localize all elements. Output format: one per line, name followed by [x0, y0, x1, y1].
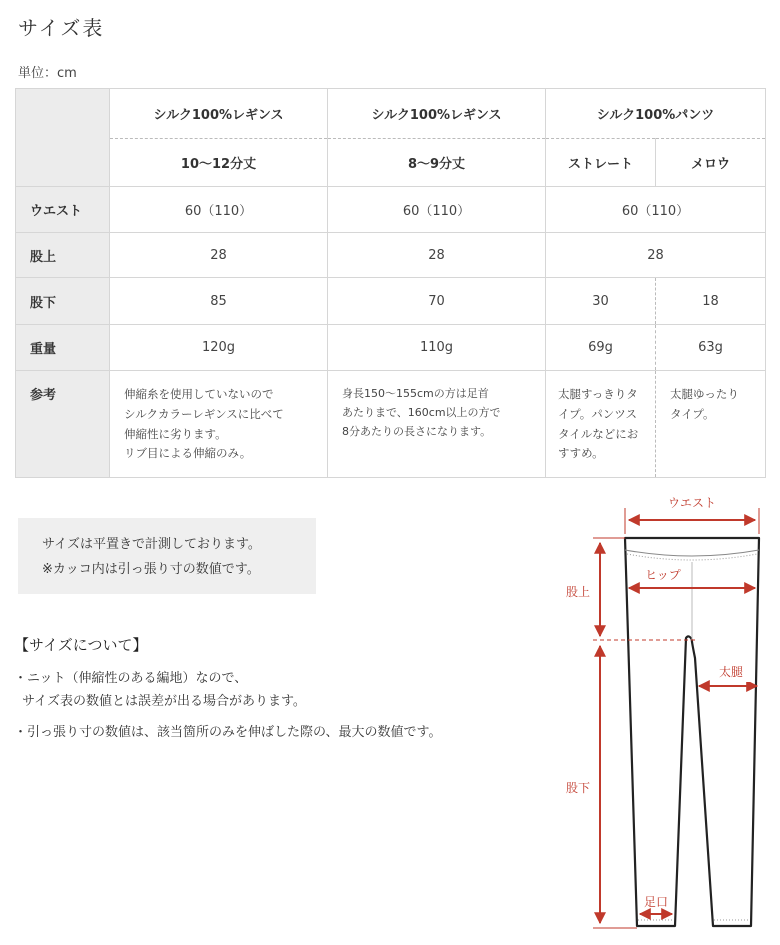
measurement-note-line: ※カッコ内は引っ張り寸の数値です。 — [42, 561, 260, 577]
note-cell — [656, 371, 766, 478]
cell-value: 60（110） — [110, 187, 328, 233]
note-line: 伸縮性に劣ります。 — [124, 426, 227, 441]
note-line: タイプ。 — [670, 406, 715, 421]
note-line: シルクカラーレギンスに比べて — [124, 406, 284, 421]
product-name-row — [16, 89, 766, 139]
cell-value: 120g — [110, 325, 328, 371]
note-line: あたりまで、160cm以上の方で — [342, 405, 501, 419]
cell-value: 28 — [328, 233, 546, 278]
note-line: タイルなどにお — [558, 426, 639, 441]
measurement-note-box — [18, 518, 316, 594]
size-table — [15, 88, 766, 478]
note-line: すすめ。 — [558, 446, 604, 461]
note-cell — [546, 371, 656, 478]
label-hip: ヒップ — [645, 568, 681, 582]
row-label-inseam: 股下 — [16, 278, 110, 325]
cell-value: 30 — [546, 278, 656, 325]
table-row — [16, 325, 766, 371]
unit-label: 単位：cm — [18, 66, 77, 81]
variant-1: 10～12分丈 — [110, 139, 328, 187]
table-row — [16, 233, 766, 278]
cell-value: 60（110） — [328, 187, 546, 233]
waistband-line — [625, 550, 759, 556]
page-title: サイズ表 — [18, 16, 105, 40]
note-line: 太腿ゆったり — [670, 387, 739, 401]
row-label-waist: ウエスト — [16, 187, 110, 233]
cell-value: 28 — [546, 233, 766, 278]
cell-value: 63g — [656, 325, 766, 371]
bullet-line: ・引っ張り寸の数値は、該当箇所のみを伸ばした際の、最大の数値です。 — [14, 724, 442, 740]
corner-cell — [16, 89, 110, 187]
cell-value: 18 — [656, 278, 766, 325]
product-name-1: シルク100%レギンス — [110, 89, 328, 139]
cell-value: 70 — [328, 278, 546, 325]
table-row — [16, 371, 766, 478]
about-size-heading: 【サイズについて】 — [14, 636, 148, 654]
product-variant-row — [16, 139, 766, 187]
variant-3b: メロウ — [656, 139, 766, 187]
variant-2: 8～9分丈 — [328, 139, 546, 187]
label-inseam: 股下 — [565, 781, 591, 795]
note-cell — [328, 371, 546, 478]
cell-value: 60（110） — [546, 187, 766, 233]
label-thigh: 太腿 — [718, 665, 744, 679]
variant-3a: ストレート — [546, 139, 656, 187]
product-name-2: シルク100%レギンス — [328, 89, 546, 139]
label-waist: ウエスト — [667, 496, 717, 510]
label-hem: 足口 — [643, 895, 669, 909]
note-cell — [110, 371, 328, 478]
about-size-bullets — [14, 668, 441, 744]
note-line: 8分あたりの長さになります。 — [342, 424, 492, 438]
bullet-line: ・ニット（伸縮性のある編地）なので、 — [14, 671, 248, 686]
row-label-weight: 重量 — [16, 325, 110, 371]
table-row — [16, 187, 766, 233]
leggings-diagram — [545, 490, 775, 940]
note-line: リブ目による伸縮のみ。 — [124, 446, 252, 461]
cell-value: 110g — [328, 325, 546, 371]
cell-value: 28 — [110, 233, 328, 278]
product-name-3: シルク100%パンツ — [546, 89, 766, 139]
row-label-notes: 参考 — [16, 371, 110, 478]
cell-value: 85 — [110, 278, 328, 325]
note-line: イプ。パンツス — [558, 406, 638, 421]
waistband-dots — [627, 554, 757, 560]
measurement-note-line: サイズは平置きで計測しております。 — [42, 537, 261, 552]
bullet-line: サイズ表の数値とは誤差が出る場合があります。 — [22, 693, 306, 709]
note-line: 身長150～155cmの方は足首 — [342, 387, 489, 400]
cell-value: 69g — [546, 325, 656, 371]
row-label-rise: 股上 — [16, 233, 110, 278]
note-line: 伸縮糸を使用していないので — [124, 387, 274, 401]
note-line: 太腿すっきりタ — [558, 387, 638, 401]
table-row — [16, 278, 766, 325]
label-rise: 股上 — [565, 585, 591, 599]
